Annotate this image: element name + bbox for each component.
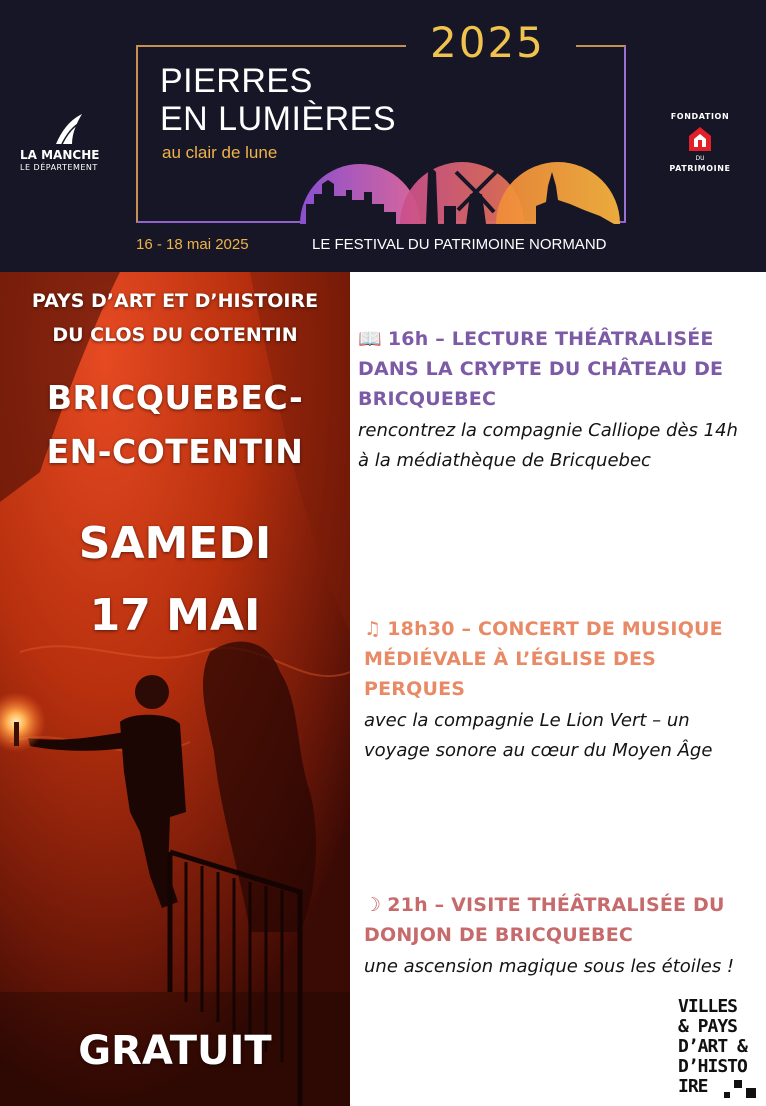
fondation-patrimoine-logo [660,112,740,176]
event-title-text: 18h30 – CONCERT DE MUSIQUE MÉDIÉVALE À L’ÉGLISE DES PERQUES [364,618,723,700]
la-manche-sub: LE DÉPARTEMENT [20,163,98,172]
town-name-line1: BRICQUEBEC- [46,378,304,417]
fondation-line2: DU [695,155,705,162]
event-description: avec la compagnie Le Lion Vert – un voyage sonore au cœur du Moyen Âge [364,710,713,761]
event-title [364,890,759,950]
heritage-skyline-icon [300,150,620,224]
pays-art-histoire-line2: DU CLOS DU COTENTIN [52,324,298,346]
event-concert [364,614,759,766]
fondation-line1: FONDATION [670,112,730,121]
event-day: SAMEDI [78,518,272,569]
event-title-text: 16h – LECTURE THÉÂTRALISÉE DANS LA CRYPTE DU CHÂTEAU DE BRICQUEBEC [358,328,724,410]
vpah-line2: & PAYS [678,1016,738,1037]
festival-subtitle: au clair de lune [162,143,278,162]
festival-name: LE FESTIVAL DU PATRIMOINE NORMAND [312,236,607,253]
event-visite [364,890,759,982]
pays-art-histoire-line1: PAYS D’ART ET D’HISTOIRE [31,290,319,312]
event-title-text: 21h – VISITE THÉÂTRALISÉE DU DONJON DE BRICQUEBEC [364,894,725,946]
fondation-line3: PATRIMOINE [669,164,731,173]
crescent-moon-icon: ☽ [364,894,382,916]
vpah-line5: IRE [678,1076,708,1097]
event-title [364,614,759,704]
crypt-photo [0,272,350,1106]
music-notes-icon: ♫ [364,618,382,640]
villes-pays-art-histoire-logo [676,996,760,1100]
la-manche-logo [20,112,116,176]
la-manche-name: LA MANCHE [20,148,100,162]
festival-year: 2025 [430,18,545,67]
price-label: GRATUIT [78,1028,272,1074]
festival-dates: 16 - 18 mai 2025 [136,236,249,253]
event-date: 17 MAI [89,590,261,641]
festival-banner [0,0,766,272]
open-book-icon: 📖 [358,328,382,350]
event-description: une ascension magique sous les étoiles ! [364,956,735,977]
festival-title-line1: PIERRES [160,62,313,100]
festival-title-line2: EN LUMIÈRES [160,100,396,138]
vpah-line1: VILLES [678,996,738,1017]
event-description: rencontrez la compagnie Calliope dès 14h à la médiathèque de Bricquebec [358,420,738,471]
event-title [358,324,753,414]
fondation-emblem-icon [688,126,712,152]
vpah-line4: D’HISTO [678,1056,747,1077]
event-lecture [358,324,753,476]
town-name-line2: EN-COTENTIN [46,432,304,471]
sail-icon [48,112,88,146]
vpah-line3: D’ART & [678,1036,747,1057]
